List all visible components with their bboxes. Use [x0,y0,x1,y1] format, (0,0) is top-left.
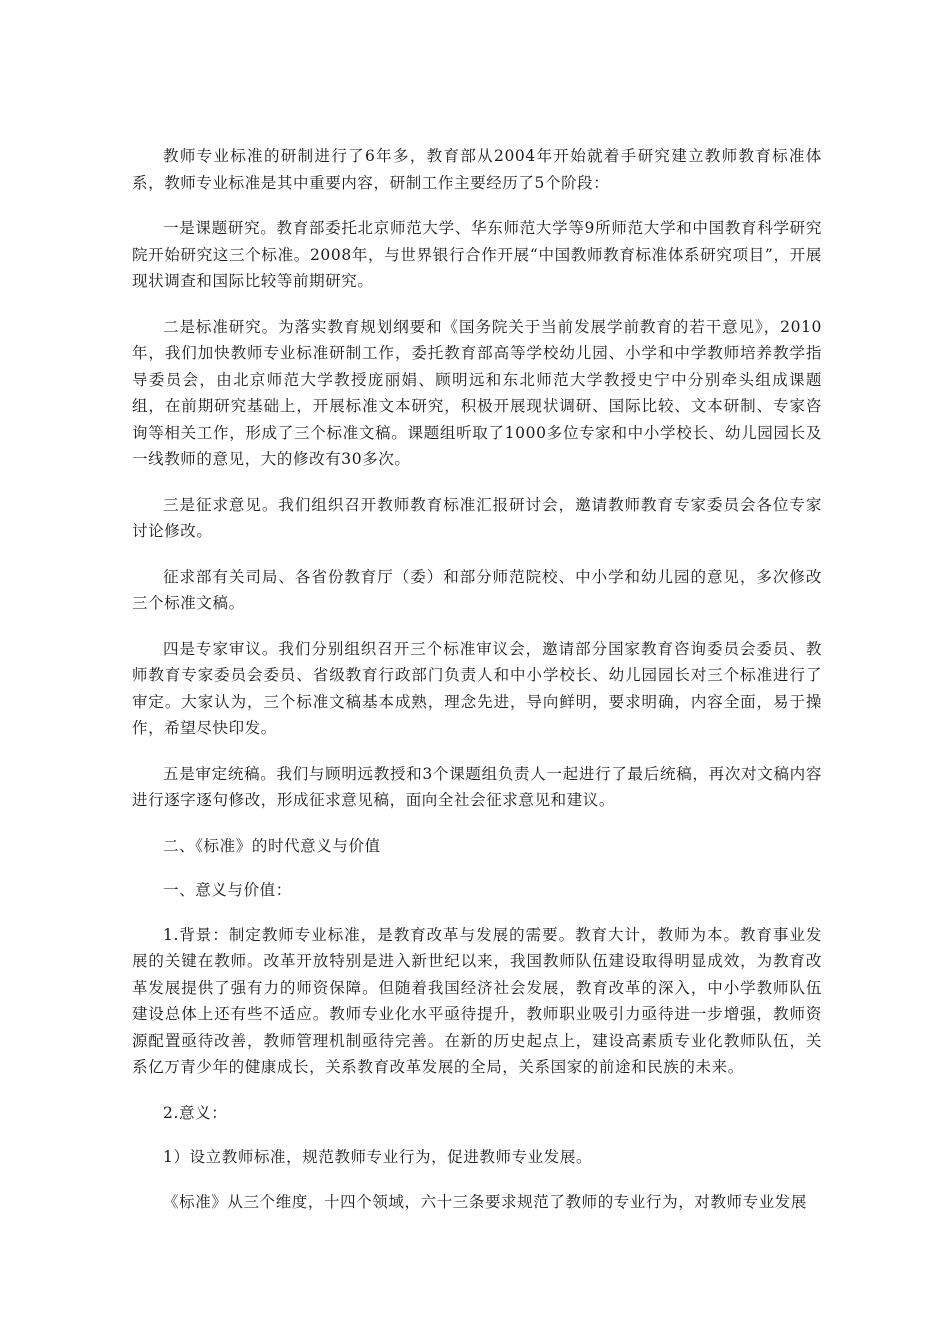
document-body [132,143,822,1234]
paragraph-stage-3: 三是征求意见。我们组织召开教师教育标准汇报研讨会，邀请教师教育专家委员会各位专家讨论修改。 [132,495,822,540]
section-heading: 二、《标准》的时代意义与价值 [163,836,381,855]
paragraph-standard-summary: 《标准》从三个维度，十四个领域，六十三条要求规范了教师的专业行为，对教师专业发展 [163,1192,808,1211]
paragraph-stage-4: 四是专家审议。我们分别组织召开三个标准审议会，邀请部分国家教育咨询委员会委员、教师教育专家委员会委员、省级教育行政部门负责人和中小学校长、幼儿园园长对三个标准进行了审定。大家认为，三个标准文稿基本成熟，理念先进，导向鲜明，要求明确，内容全面，易于操作，希望尽快印发。 [132,639,822,737]
subsection-heading: 一、意义与价值： [163,881,292,899]
paragraph-stage-2: 二是标准研究。为落实教育规划纲要和《国务院关于当前发展学前教育的若干意见》，2010年，我们加快教师专业标准研制工作，委托教育部高等学校幼儿园、小学和中学教师培养教学指导委员会，由北京师范大学教授庞丽娟、顾明远和东北师范大学教授史宁中分别牵头组成课题组，在前期研究基础上，开展标准文本研究，积极开展现状调研、国际比较、文本研制、专家咨询等相关工作，形成了三个标准文稿。课题组听取了1000多位专家和中小学校长、幼儿园园长及一线教师的意见，大的修改有30多次。 [132,317,822,468]
paragraph-stage-1: 一是课题研究。教育部委托北京师范大学、华东师范大学等9所师范大学和中国教育科学研究院开始研究这三个标准。2008年，与世界银行合作开展“中国教师教育标准体系研究项目”，开展现状调查和国际比较等前期研究。 [132,219,822,290]
paragraph-stage-5: 五是审定统稿。我们与顾明远教授和3个课题组负责人一起进行了最后统稿，再次对文稿内容进行逐字逐句修改，形成征求意见稿，面向全社会征求意见和建议。 [132,764,822,809]
paragraph-background: 1.背景：制定教师专业标准，是教育改革与发展的需要。教育大计，教师为本。教育事业发展的关键在教师。改革开放特别是进入新世纪以来，我国教师队伍建设取得明显成效，为教育改革发展提供了强有力的师资保障。但随着我国经济社会发展，教育改革的深入，中小学教师队伍建设总体上还有些不适应。教师专业化水平亟待提升，教师职业吸引力亟待进一步增强，教师资源配置亟待改善，教师管理机制亟待完善。在新的历史起点上，建设高素质专业化教师队伍，关系亿万青少年的健康成长，关系教育改革发展的全局，关系国家的前途和民族的未来。 [132,925,822,1076]
paragraph-stage-3-continued: 征求部有关司局、各省份教育厅（委）和部分师范院校、中小学和幼儿园的意见，多次修改三个标准文稿。 [132,567,822,612]
paragraph-intro: 教师专业标准的研制进行了6年多，教育部从2004年开始就着手研究建立教师教育标准体系，教师专业标准是其中重要内容，研制工作主要经历了5个阶段： [132,147,822,192]
paragraph-significance-heading: 2.意义： [163,1103,228,1122]
paragraph-point-1: 1）设立教师标准，规范教师专业行为，促进教师专业发展。 [163,1148,593,1166]
